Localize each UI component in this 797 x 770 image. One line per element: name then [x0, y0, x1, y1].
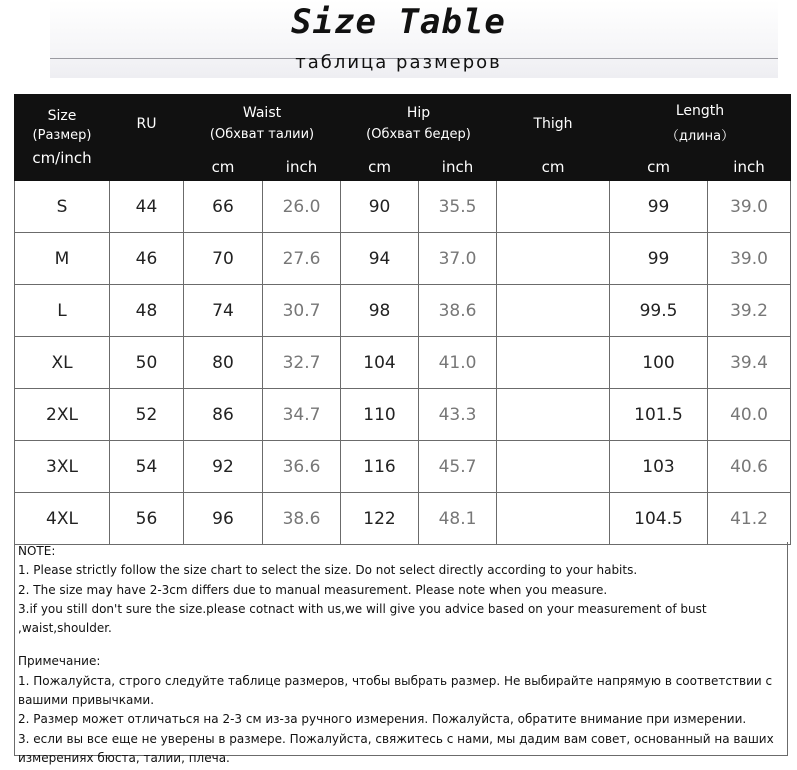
table-row — [15, 493, 791, 545]
cell-waist-inch: 32.7 — [263, 337, 341, 389]
cell-hip-inch: 37.0 — [419, 233, 497, 285]
header-row — [15, 95, 791, 153]
cell-ru: 48 — [110, 285, 184, 337]
cell-waist-cm: 70 — [184, 233, 263, 285]
cell-waist-cm: 86 — [184, 389, 263, 441]
note-en-2: 2. The size may have 2-3cm differs due to manual measurement. Please note when you measure. — [18, 582, 608, 597]
cell-ru: 44 — [110, 181, 184, 233]
table-row — [15, 181, 791, 233]
size-header-label: Size — [47, 108, 77, 124]
cell-hip-cm: 98 — [341, 285, 419, 337]
length-header-ru: （длина） — [665, 129, 735, 144]
length-header-label: Length — [675, 103, 725, 119]
cell-thigh-cm — [497, 233, 610, 285]
cell-length-cm: 101.5 — [610, 389, 708, 441]
page-title: Size Table — [291, 2, 506, 42]
cell-hip-cm: 110 — [341, 389, 419, 441]
cell-length-inch: 40.6 — [708, 441, 791, 493]
cell-waist-cm: 96 — [184, 493, 263, 545]
waist-header-ru: (Обхват талии) — [209, 127, 315, 142]
unit-row — [15, 153, 791, 181]
waist-header-label: Waist — [242, 105, 282, 121]
size-header-unit: cm/inch — [32, 149, 92, 167]
thigh-cm-unit: cm — [497, 153, 610, 181]
cell-waist-inch: 34.7 — [263, 389, 341, 441]
cell-length-inch: 39.2 — [708, 285, 791, 337]
cell-hip-inch: 45.7 — [419, 441, 497, 493]
cell-hip-inch: 35.5 — [419, 181, 497, 233]
cell-waist-cm: 92 — [184, 441, 263, 493]
cell-size: 2XL — [15, 389, 110, 441]
cell-ru: 50 — [110, 337, 184, 389]
hip-header-ru: (Обхват бедер) — [366, 127, 471, 142]
cell-length-cm: 103 — [610, 441, 708, 493]
note-en-1: 1. Please strictly follow the size chart to select the size. Do not select directly according to your habits. — [18, 563, 638, 578]
cell-waist-inch: 38.6 — [263, 493, 341, 545]
length-cm-unit: cm — [610, 153, 708, 181]
cell-length-cm: 99 — [610, 233, 708, 285]
cell-length-cm: 104.5 — [610, 493, 708, 545]
cell-length-cm: 100 — [610, 337, 708, 389]
note-en-3: 3.if you still don't sure the size.please cotnact with us,we will give you advice based on your measurement of bust ,waist,shoulder. — [18, 601, 707, 636]
cell-length-cm: 99.5 — [610, 285, 708, 337]
length-header — [610, 95, 791, 153]
waist-header — [184, 95, 341, 153]
table-row — [15, 233, 791, 285]
cell-thigh-cm — [497, 441, 610, 493]
table-row — [15, 441, 791, 493]
cell-length-inch: 39.0 — [708, 233, 791, 285]
cell-size: L — [15, 285, 110, 337]
cell-hip-cm: 104 — [341, 337, 419, 389]
cell-waist-inch: 30.7 — [263, 285, 341, 337]
hip-inch-unit: inch — [419, 153, 497, 181]
thigh-header: Thigh — [497, 95, 610, 153]
cell-size: 3XL — [15, 441, 110, 493]
notes-en-title: NOTE: — [18, 544, 56, 558]
cell-length-inch: 39.0 — [708, 181, 791, 233]
ru-unit — [110, 153, 184, 181]
cell-size: S — [15, 181, 110, 233]
waist-inch-unit: inch — [263, 153, 341, 181]
cell-ru: 56 — [110, 493, 184, 545]
cell-waist-cm: 74 — [184, 285, 263, 337]
size-table — [14, 94, 791, 545]
cell-waist-inch: 27.6 — [263, 233, 341, 285]
cell-length-inch: 39.4 — [708, 337, 791, 389]
cell-waist-inch: 26.0 — [263, 181, 341, 233]
note-ru-1: 1. Пожалуйста, строго следуйте таблице размеров, чтобы выбрать размер. Не выбирайте напрямую в соответствии с вашими привычками. — [18, 673, 773, 708]
table-row — [15, 337, 791, 389]
cell-hip-inch: 43.3 — [419, 389, 497, 441]
note-ru-3: 3. если вы все еще не уверены в размере. Пожалуйста, свяжитесь с нами, мы дадим вам совет, основанный на ваших измерениях бюста, талии, плеча. — [18, 731, 774, 765]
cell-ru: 46 — [110, 233, 184, 285]
note-ru-2: 2. Размер может отличаться на 2-3 см из-за ручного измерения. Пожалуйста, обратите внимание при измерении. — [18, 712, 747, 727]
cell-waist-inch: 36.6 — [263, 441, 341, 493]
cell-hip-cm: 94 — [341, 233, 419, 285]
cell-waist-cm: 66 — [184, 181, 263, 233]
notes-box — [14, 542, 788, 765]
cell-size: XL — [15, 337, 110, 389]
cell-length-inch: 41.2 — [708, 493, 791, 545]
table-row — [15, 389, 791, 441]
cell-length-cm: 99 — [610, 181, 708, 233]
cell-length-inch: 40.0 — [708, 389, 791, 441]
hip-header — [341, 95, 497, 153]
cell-waist-cm: 80 — [184, 337, 263, 389]
page-subtitle: таблица размеров — [295, 52, 502, 73]
cell-hip-cm: 116 — [341, 441, 419, 493]
size-header-ru: (Размер) — [32, 128, 92, 143]
cell-size: M — [15, 233, 110, 285]
cell-ru: 52 — [110, 389, 184, 441]
cell-hip-cm: 90 — [341, 181, 419, 233]
hip-header-label: Hip — [406, 105, 431, 121]
length-inch-unit: inch — [708, 153, 791, 181]
ru-header: RU — [110, 95, 184, 153]
cell-hip-inch: 48.1 — [419, 493, 497, 545]
cell-thigh-cm — [497, 493, 610, 545]
cell-hip-inch: 38.6 — [419, 285, 497, 337]
waist-cm-unit: cm — [184, 153, 263, 181]
notes-ru-title: Примечание: — [18, 654, 101, 669]
cell-hip-cm: 122 — [341, 493, 419, 545]
cell-thigh-cm — [497, 285, 610, 337]
cell-ru: 54 — [110, 441, 184, 493]
table-row — [15, 285, 791, 337]
cell-thigh-cm — [497, 181, 610, 233]
cell-thigh-cm — [497, 337, 610, 389]
cell-hip-inch: 41.0 — [419, 337, 497, 389]
hip-cm-unit: cm — [341, 153, 419, 181]
notes-spacer — [18, 638, 784, 652]
cell-size: 4XL — [15, 493, 110, 545]
cell-thigh-cm — [497, 389, 610, 441]
size-header — [15, 95, 110, 181]
